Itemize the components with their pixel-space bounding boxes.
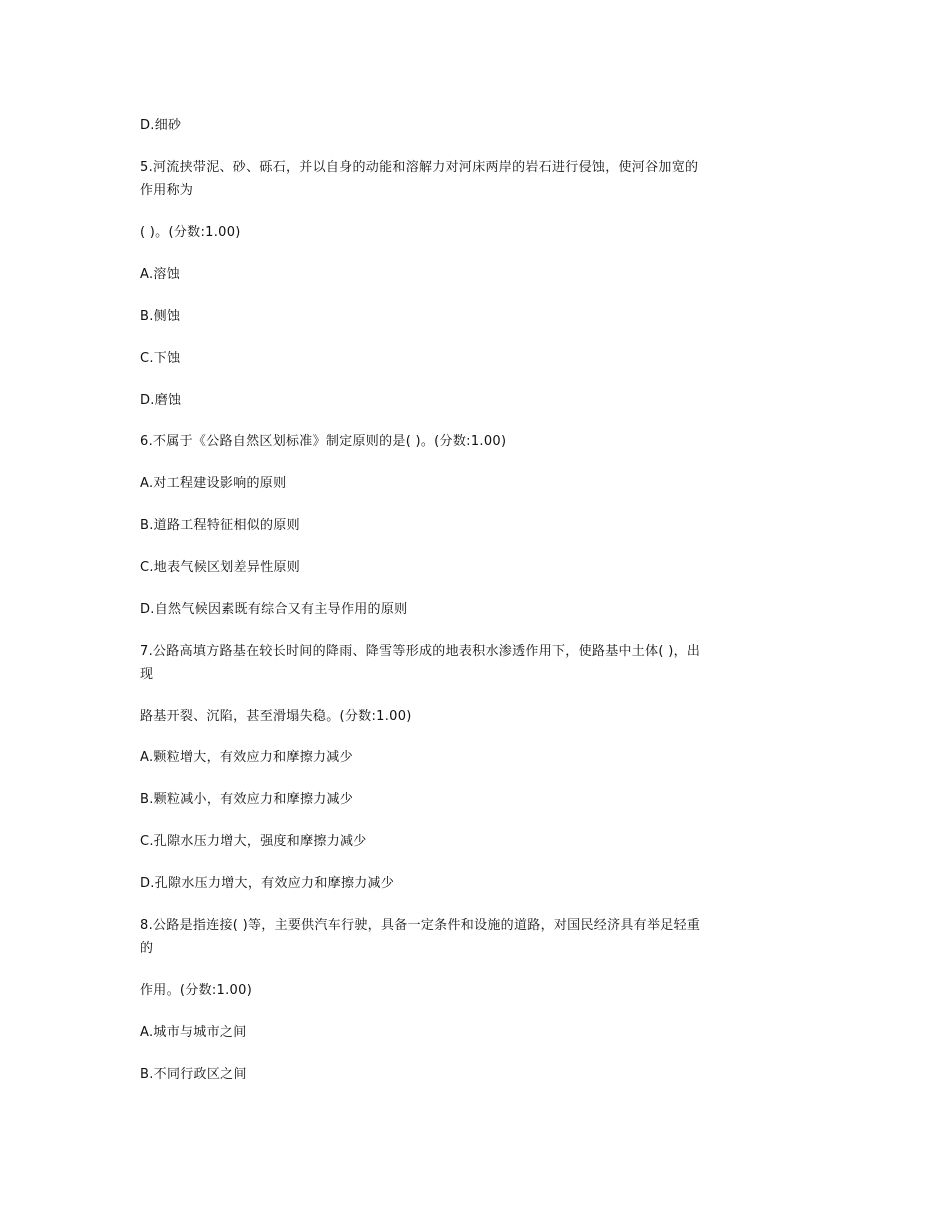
q5-stem-line-3: ( )。(分数:1.00)	[140, 225, 241, 240]
q6-option-c: C.地表气候区划差异性原则	[140, 560, 301, 575]
q7-option-b: B.颗粒减小，有效应力和摩擦力减少	[140, 792, 354, 807]
q6-option-a: A.对工程建设影响的原则	[140, 476, 287, 491]
q6-option-b: B.道路工程特征相似的原则	[140, 518, 300, 533]
q6-stem: 6.不属于《公路自然区划标准》制定原则的是( )。(分数:1.00)	[140, 434, 507, 449]
q7-option-a: A.颗粒增大，有效应力和摩擦力减少	[140, 750, 353, 765]
q8-stem-line-3: 作用。(分数:1.00)	[140, 983, 253, 998]
q4-option-d: D.细砂	[140, 118, 182, 133]
q7-stem-line-3: 路基开裂、沉陷，甚至滑塌失稳。(分数:1.00)	[140, 709, 412, 724]
q5-option-b: B.侧蚀	[140, 309, 181, 324]
q5-option-d: D.磨蚀	[140, 393, 182, 408]
q8-option-a: A.城市与城市之间	[140, 1025, 247, 1040]
q5-stem-line-2: 作用称为	[140, 183, 194, 198]
q5-option-a: A.溶蚀	[140, 267, 180, 282]
q7-option-d: D.孔隙水压力增大，有效应力和摩擦力减少	[140, 876, 395, 891]
q6-option-d: D.自然气候因素既有综合又有主导作用的原则	[140, 602, 408, 617]
q8-stem-line-1: 8.公路是指连接( )等，主要供汽车行驶，具备一定条件和设施的道路，对国民经济具有举足轻重	[140, 918, 701, 933]
q8-stem-line-2: 的	[140, 941, 154, 956]
q8-option-b: B.不同行政区之间	[140, 1067, 247, 1082]
q5-option-c: C.下蚀	[140, 351, 181, 366]
q7-stem-line-2: 现	[140, 667, 154, 682]
q7-stem-line-1: 7.公路高填方路基在较长时间的降雨、降雪等形成的地表积水渗透作用下，使路基中土体( )，出	[140, 644, 701, 659]
q5-stem-line-1: 5.河流挟带泥、砂、砾石，并以自身的动能和溶解力对河床两岸的岩石进行侵蚀，使河谷加宽的	[140, 160, 699, 175]
q7-option-c: C.孔隙水压力增大，强度和摩擦力减少	[140, 834, 367, 849]
